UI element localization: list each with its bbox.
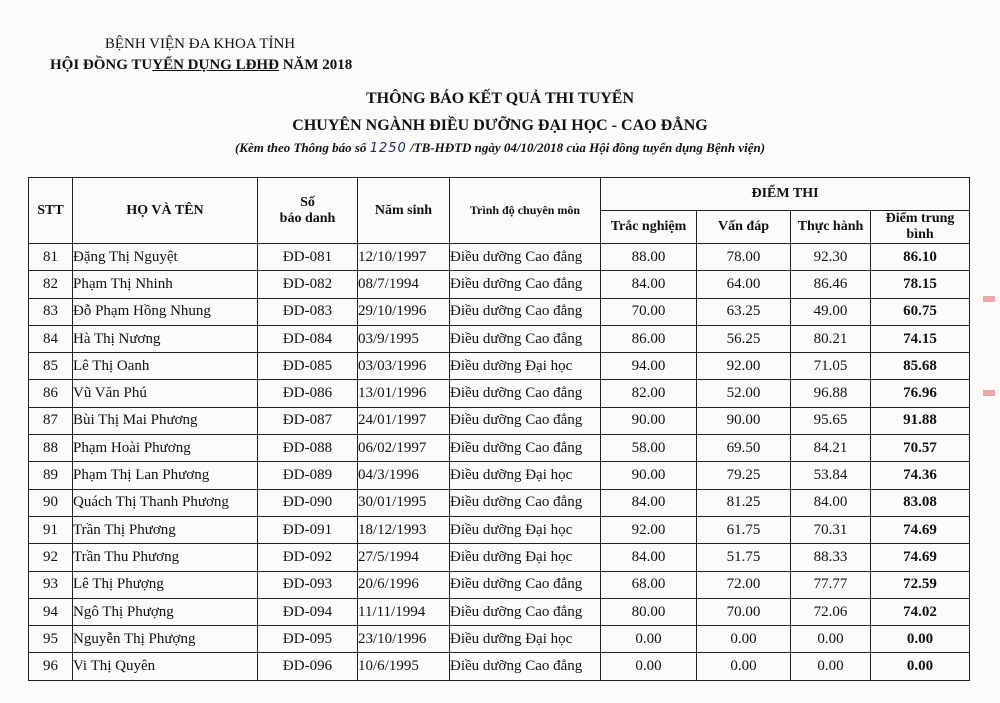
cell-birth-date: 30/01/1995 [358, 489, 450, 516]
cell-name: Phạm Hoài Phương [73, 435, 258, 462]
cell-practice-score: 0.00 [791, 653, 871, 680]
cell-average-score: 70.57 [871, 435, 970, 462]
table-row [29, 571, 970, 598]
header-mcq: Trắc nghiệm [601, 211, 697, 244]
committee-name [50, 57, 353, 74]
results-table [28, 177, 970, 681]
cell-oral-score: 61.75 [697, 516, 791, 543]
cell-average-score: 0.00 [871, 626, 970, 653]
table-row [29, 325, 970, 352]
cell-oral-score: 63.25 [697, 298, 791, 325]
organization-name: BỆNH VIỆN ĐA KHOA TỈNH [104, 36, 296, 52]
cell-practice-score: 88.33 [791, 544, 871, 571]
table-row [29, 380, 970, 407]
cell-qualification: Điều dưỡng Cao đẳng [450, 435, 601, 462]
cell-qualification: Điều dưỡng Đại học [450, 353, 601, 380]
cell-birth-date: 23/10/1996 [358, 626, 450, 653]
cell-stt: 86 [29, 380, 73, 407]
cell-stt: 85 [29, 353, 73, 380]
cell-mcq-score: 70.00 [601, 298, 697, 325]
cell-qualification: Điều dưỡng Cao đẳng [450, 325, 601, 352]
cell-mcq-score: 88.00 [601, 244, 697, 271]
cell-oral-score: 64.00 [697, 271, 791, 298]
cell-average-score: 74.36 [871, 462, 970, 489]
header-name: HỌ VÀ TÊN [73, 178, 258, 244]
header-average: Điểm trung bình [871, 211, 970, 244]
cell-oral-score: 92.00 [697, 353, 791, 380]
cell-birth-date: 18/12/1993 [358, 516, 450, 543]
cell-name: Vi Thị Quyên [73, 653, 258, 680]
cell-average-score: 60.75 [871, 298, 970, 325]
cell-stt: 90 [29, 489, 73, 516]
cell-qualification: Điều dưỡng Đại học [450, 462, 601, 489]
cell-mcq-score: 84.00 [601, 544, 697, 571]
cell-candidate-number: ĐD-090 [258, 489, 358, 516]
cell-average-score: 83.08 [871, 489, 970, 516]
cell-candidate-number: ĐD-096 [258, 653, 358, 680]
cell-candidate-number: ĐD-091 [258, 516, 358, 543]
table-row [29, 244, 970, 271]
cell-qualification: Điều dưỡng Cao đẳng [450, 244, 601, 271]
stamp-mark [983, 390, 995, 396]
cell-practice-score: 49.00 [791, 298, 871, 325]
cell-qualification: Điều dưỡng Cao đẳng [450, 598, 601, 625]
cell-candidate-number: ĐD-087 [258, 407, 358, 434]
cell-oral-score: 69.50 [697, 435, 791, 462]
cell-name: Phạm Thị Nhinh [73, 271, 258, 298]
cell-practice-score: 84.00 [791, 489, 871, 516]
cell-name: Lê Thị Oanh [73, 353, 258, 380]
cell-qualification: Điều dưỡng Đại học [450, 544, 601, 571]
cell-average-score: 86.10 [871, 244, 970, 271]
cell-average-score: 76.96 [871, 380, 970, 407]
cell-stt: 81 [29, 244, 73, 271]
cell-oral-score: 70.00 [697, 598, 791, 625]
table-row [29, 653, 970, 680]
cell-qualification: Điều dưỡng Đại học [450, 516, 601, 543]
cell-birth-date: 27/5/1994 [358, 544, 450, 571]
cell-name: Quách Thị Thanh Phương [73, 489, 258, 516]
cell-mcq-score: 58.00 [601, 435, 697, 462]
cell-mcq-score: 68.00 [601, 571, 697, 598]
cell-candidate-number: ĐD-094 [258, 598, 358, 625]
cell-candidate-number: ĐD-083 [258, 298, 358, 325]
table-row [29, 353, 970, 380]
cell-oral-score: 52.00 [697, 380, 791, 407]
committee-name-part3: NĂM 2018 [278, 57, 353, 73]
table-row [29, 544, 970, 571]
cell-oral-score: 56.25 [697, 325, 791, 352]
cell-candidate-number: ĐD-095 [258, 626, 358, 653]
cell-practice-score: 71.05 [791, 353, 871, 380]
cell-practice-score: 70.31 [791, 516, 871, 543]
cell-stt: 93 [29, 571, 73, 598]
cell-average-score: 74.02 [871, 598, 970, 625]
cell-qualification: Điều dưỡng Cao đẳng [450, 653, 601, 680]
cell-stt: 92 [29, 544, 73, 571]
cell-stt: 91 [29, 516, 73, 543]
cell-birth-date: 11/11/1994 [358, 598, 450, 625]
cell-birth-date: 03/9/1995 [358, 325, 450, 352]
cell-average-score: 85.68 [871, 353, 970, 380]
cell-oral-score: 78.00 [697, 244, 791, 271]
header-qualification: Trình độ chuyên môn [450, 178, 601, 244]
cell-oral-score: 90.00 [697, 407, 791, 434]
table-row [29, 626, 970, 653]
cell-mcq-score: 90.00 [601, 462, 697, 489]
cell-average-score: 72.59 [871, 571, 970, 598]
note-prefix: (Kèm theo Thông báo số [234, 140, 370, 155]
cell-stt: 87 [29, 407, 73, 434]
cell-oral-score: 79.25 [697, 462, 791, 489]
cell-name: Vũ Văn Phú [73, 380, 258, 407]
cell-candidate-number: ĐD-081 [258, 244, 358, 271]
cell-candidate-number: ĐD-082 [258, 271, 358, 298]
document-subtitle: CHUYÊN NGÀNH ĐIỀU DƯỠNG ĐẠI HỌC - CAO ĐẲNG [292, 117, 708, 134]
cell-qualification: Điều dưỡng Đại học [450, 626, 601, 653]
cell-candidate-number: ĐD-085 [258, 353, 358, 380]
cell-stt: 94 [29, 598, 73, 625]
cell-qualification: Điều dưỡng Cao đẳng [450, 271, 601, 298]
header-oral: Vấn đáp [697, 211, 791, 244]
cell-mcq-score: 80.00 [601, 598, 697, 625]
cell-candidate-number: ĐD-084 [258, 325, 358, 352]
cell-oral-score: 51.75 [697, 544, 791, 571]
table-row [29, 489, 970, 516]
cell-name: Lê Thị Phượng [73, 571, 258, 598]
cell-birth-date: 12/10/1997 [358, 244, 450, 271]
cell-practice-score: 80.21 [791, 325, 871, 352]
cell-candidate-number: ĐD-093 [258, 571, 358, 598]
cell-stt: 88 [29, 435, 73, 462]
cell-mcq-score: 94.00 [601, 353, 697, 380]
cell-birth-date: 13/01/1996 [358, 380, 450, 407]
cell-average-score: 74.15 [871, 325, 970, 352]
committee-name-part1: HỘI ĐỒNG TU [50, 57, 153, 73]
cell-name: Trần Thị Phương [73, 516, 258, 543]
cell-birth-date: 20/6/1996 [358, 571, 450, 598]
cell-practice-score: 86.46 [791, 271, 871, 298]
document-title: THÔNG BÁO KẾT QUẢ THI TUYỂN [365, 90, 635, 107]
cell-average-score: 78.15 [871, 271, 970, 298]
cell-average-score: 74.69 [871, 544, 970, 571]
cell-practice-score: 92.30 [791, 244, 871, 271]
cell-name: Trần Thu Phương [73, 544, 258, 571]
cell-stt: 95 [29, 626, 73, 653]
cell-qualification: Điều dưỡng Cao đẳng [450, 380, 601, 407]
header-stt: STT [29, 178, 73, 244]
cell-practice-score: 72.06 [791, 598, 871, 625]
cell-name: Hà Thị Nương [73, 325, 258, 352]
cell-candidate-number: ĐD-086 [258, 380, 358, 407]
cell-birth-date: 06/02/1997 [358, 435, 450, 462]
header-birth-date: Năm sinh [358, 178, 450, 244]
cell-birth-date: 29/10/1996 [358, 298, 450, 325]
cell-qualification: Điều dưỡng Cao đẳng [450, 571, 601, 598]
cell-mcq-score: 0.00 [601, 626, 697, 653]
table-row [29, 462, 970, 489]
handwritten-number: 1250 [369, 141, 407, 156]
cell-oral-score: 0.00 [697, 653, 791, 680]
note-suffix: /TB-HĐTD ngày 04/10/2018 của Hội đồng tuyển dụng Bệnh viện) [406, 140, 766, 155]
table-row [29, 407, 970, 434]
cell-candidate-number: ĐD-092 [258, 544, 358, 571]
cell-birth-date: 08/7/1994 [358, 271, 450, 298]
cell-qualification: Điều dưỡng Cao đẳng [450, 489, 601, 516]
header-candidate-number [258, 178, 358, 244]
stamp-mark [983, 296, 995, 302]
header-candidate-number-line1: Số [300, 194, 315, 210]
cell-average-score: 74.69 [871, 516, 970, 543]
cell-birth-date: 03/03/1996 [358, 353, 450, 380]
cell-mcq-score: 84.00 [601, 489, 697, 516]
cell-practice-score: 95.65 [791, 407, 871, 434]
table-row [29, 435, 970, 462]
cell-mcq-score: 0.00 [601, 653, 697, 680]
document-reference-note [0, 140, 1000, 156]
table-row [29, 516, 970, 543]
table-row [29, 598, 970, 625]
header-candidate-number-line2: báo danh [279, 210, 336, 226]
cell-birth-date: 10/6/1995 [358, 653, 450, 680]
cell-practice-score: 0.00 [791, 626, 871, 653]
cell-oral-score: 72.00 [697, 571, 791, 598]
cell-stt: 82 [29, 271, 73, 298]
header-scores: ĐIỂM THI [601, 178, 970, 211]
cell-mcq-score: 90.00 [601, 407, 697, 434]
cell-mcq-score: 82.00 [601, 380, 697, 407]
cell-oral-score: 0.00 [697, 626, 791, 653]
cell-average-score: 91.88 [871, 407, 970, 434]
cell-birth-date: 04/3/1996 [358, 462, 450, 489]
cell-stt: 83 [29, 298, 73, 325]
table-row [29, 271, 970, 298]
cell-name: Phạm Thị Lan Phương [73, 462, 258, 489]
cell-name: Ngô Thị Phượng [73, 598, 258, 625]
cell-mcq-score: 92.00 [601, 516, 697, 543]
cell-birth-date: 24/01/1997 [358, 407, 450, 434]
cell-practice-score: 84.21 [791, 435, 871, 462]
cell-stt: 84 [29, 325, 73, 352]
cell-stt: 96 [29, 653, 73, 680]
cell-name: Nguyễn Thị Phượng [73, 626, 258, 653]
cell-practice-score: 53.84 [791, 462, 871, 489]
cell-practice-score: 77.77 [791, 571, 871, 598]
cell-practice-score: 96.88 [791, 380, 871, 407]
cell-stt: 89 [29, 462, 73, 489]
cell-candidate-number: ĐD-089 [258, 462, 358, 489]
table-row [29, 298, 970, 325]
cell-oral-score: 81.25 [697, 489, 791, 516]
cell-name: Đỗ Phạm Hồng Nhung [73, 298, 258, 325]
cell-qualification: Điều dưỡng Cao đẳng [450, 298, 601, 325]
header-practice: Thực hành [791, 211, 871, 244]
committee-name-underlined: YỂN DỤNG LĐHĐ [152, 57, 279, 73]
cell-qualification: Điều dưỡng Cao đẳng [450, 407, 601, 434]
results-table-body [29, 244, 970, 681]
cell-name: Đặng Thị Nguyệt [73, 244, 258, 271]
cell-average-score: 0.00 [871, 653, 970, 680]
cell-mcq-score: 86.00 [601, 325, 697, 352]
cell-candidate-number: ĐD-088 [258, 435, 358, 462]
cell-mcq-score: 84.00 [601, 271, 697, 298]
cell-name: Bùi Thị Mai Phương [73, 407, 258, 434]
